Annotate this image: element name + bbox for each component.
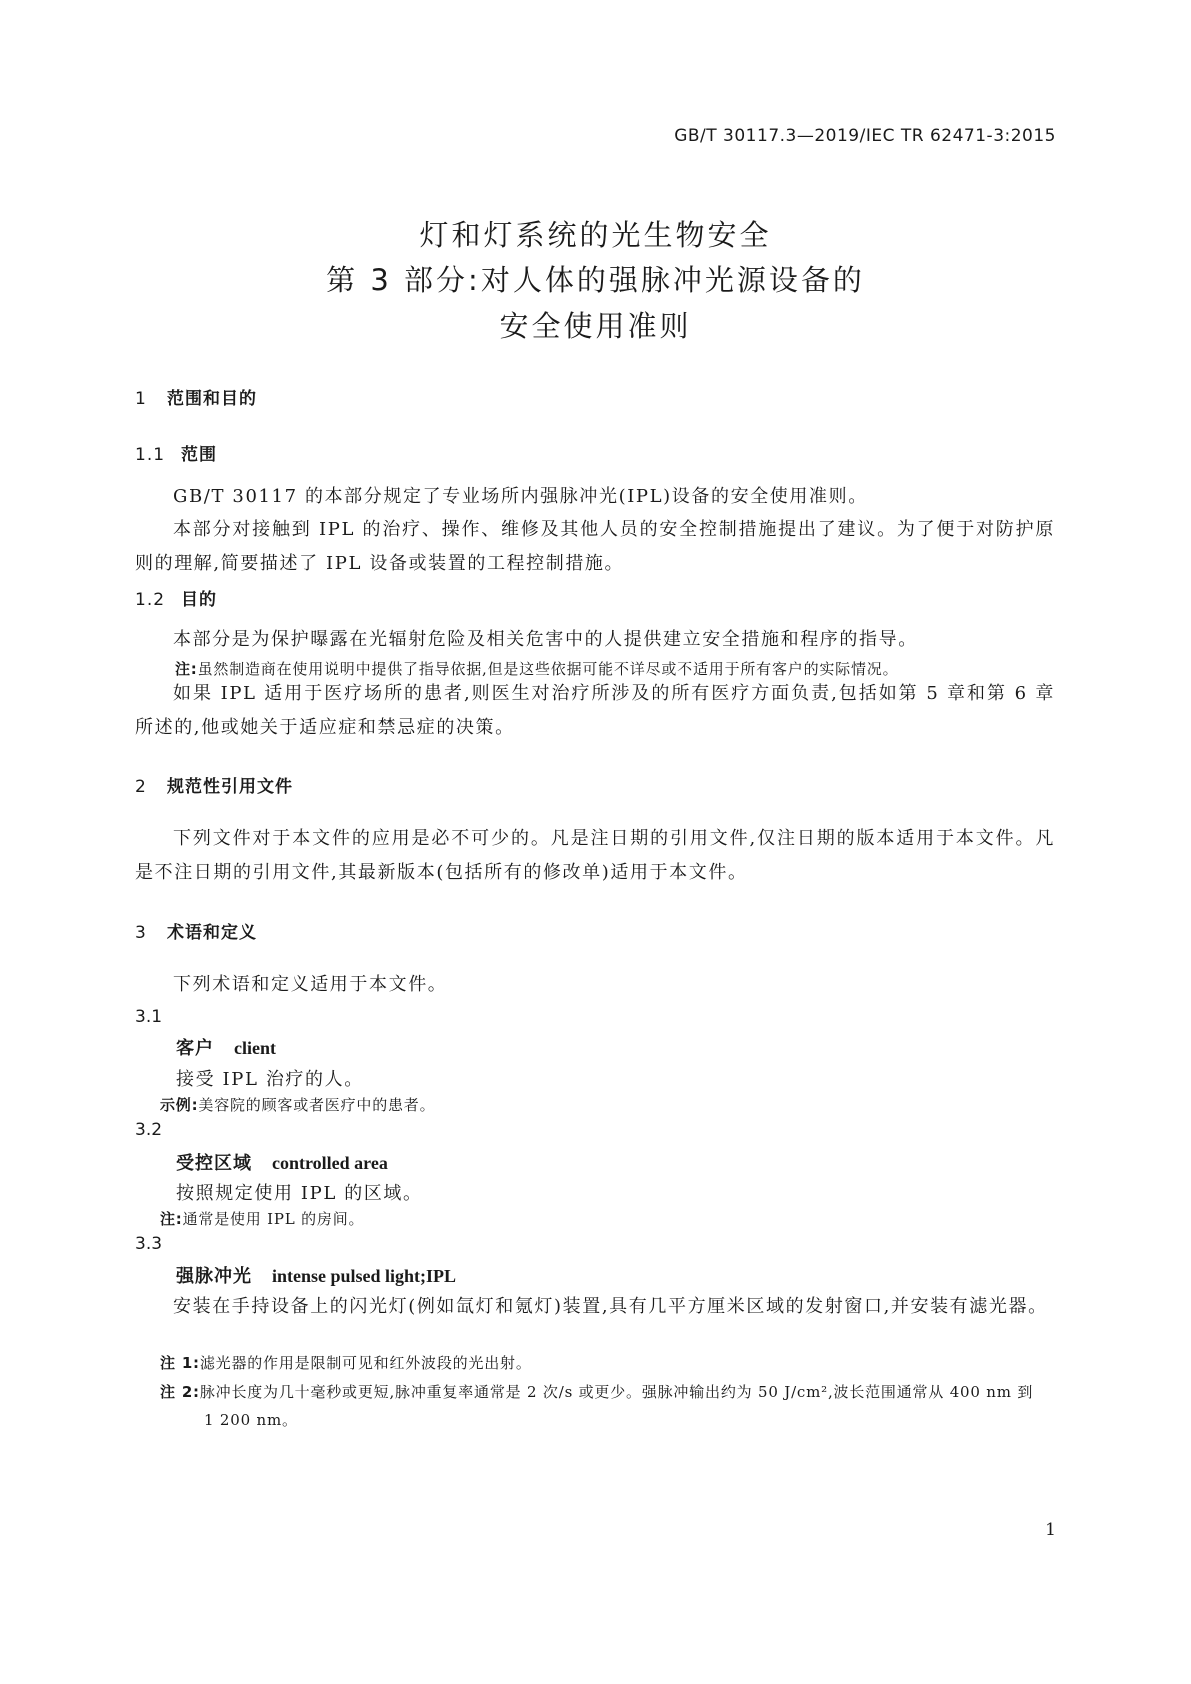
term-zh: 强脉冲光 <box>176 1266 252 1287</box>
section-title: 目的 <box>181 590 217 610</box>
note-label: 注: <box>175 660 198 678</box>
term-client <box>176 1034 276 1060</box>
title-line-2: 第 3 部分:对人体的强脉冲光源设备的 <box>326 263 865 297</box>
section-title: 规范性引用文件 <box>167 777 293 797</box>
page-number: 1 <box>1045 1520 1056 1540</box>
note-label: 注 2: <box>160 1383 200 1401</box>
term-en: controlled area <box>272 1153 388 1173</box>
term-number: 3.3 <box>135 1234 163 1254</box>
term-zh: 客户 <box>176 1038 214 1059</box>
term-definition: 安装在手持设备上的闪光灯(例如氙灯和氪灯)装置,具有几平方厘米区域的发射窗口,并安装有滤光器。 <box>173 1296 1048 1317</box>
term-definition: 按照规定使用 IPL 的区域。 <box>176 1183 423 1204</box>
section-number: 2 <box>135 777 147 797</box>
note-text: 虽然制造商在使用说明中提供了指导依据,但是这些依据可能不详尽或不适用于所有客户的实际情况。 <box>197 660 899 678</box>
note-text: 通常是使用 IPL 的房间。 <box>182 1210 365 1228</box>
title-line-1: 灯和灯系统的光生物安全 <box>419 218 772 252</box>
section-number: 1 <box>135 389 147 409</box>
note-ipl-2 <box>160 1378 1040 1434</box>
term-controlled-area <box>176 1149 388 1175</box>
example-text: 美容院的顾客或者医疗中的患者。 <box>198 1096 436 1114</box>
term-zh: 受控区域 <box>176 1153 252 1174</box>
term-number: 3.2 <box>135 1120 163 1140</box>
section-number: 1.2 <box>135 590 166 610</box>
section-title: 范围 <box>181 445 217 465</box>
paragraph-normative-refs: 下列文件对于本文件的应用是必不可少的。凡是注日期的引用文件,仅注日期的版本适用于本文件。凡是不注日期的引用文件,其最新版本(包括所有的修改单)适用于本文件。 <box>135 828 1055 883</box>
paragraph-purpose-2: 如果 IPL 适用于医疗场所的患者,则医生对治疗所涉及的所有医疗方面负责,包括如第 5 章和第 6 章所述的,他或她关于适应症和禁忌症的决策。 <box>135 683 1055 738</box>
section-number: 3 <box>135 923 147 943</box>
note-text: 滤光器的作用是限制可见和红外波段的光出射。 <box>199 1354 532 1372</box>
section-number: 1.1 <box>135 445 166 465</box>
note-text: 脉冲长度为几十毫秒或更短,脉冲重复率通常是 2 次/s 或更少。强脉冲输出约为 50 J/cm²,波长范围通常从 400 nm 到 1 200 nm。 <box>199 1383 1034 1429</box>
example-label: 示例: <box>160 1096 199 1114</box>
section-1-1-heading <box>135 440 217 465</box>
term-ipl <box>176 1262 456 1288</box>
example-client <box>160 1091 1040 1119</box>
term-en: client <box>234 1038 276 1058</box>
section-title: 范围和目的 <box>167 389 257 409</box>
section-1-heading <box>135 384 257 409</box>
section-3-heading <box>135 918 257 943</box>
title-line-3: 安全使用准则 <box>499 309 692 343</box>
note-label: 注: <box>160 1210 183 1228</box>
section-2-heading <box>135 772 293 797</box>
section-title: 术语和定义 <box>167 923 257 943</box>
paragraph-purpose-1: 本部分是为保护曝露在光辐射危险及相关危害中的人提供建立安全措施和程序的指导。 <box>173 629 918 650</box>
paragraph-terms-intro: 下列术语和定义适用于本文件。 <box>173 974 448 995</box>
note-controlled-area <box>160 1205 1040 1233</box>
standard-code-header: GB/T 30117.3—2019/IEC TR 62471-3:2015 <box>674 126 1056 146</box>
term-number: 3.1 <box>135 1007 163 1027</box>
paragraph-scope-2: 本部分对接触到 IPL 的治疗、操作、维修及其他人员的安全控制措施提出了建议。为了便于对防护原则的理解,简要描述了 IPL 设备或装置的工程控制措施。 <box>135 519 1055 574</box>
term-definition: 接受 IPL 治疗的人。 <box>176 1069 364 1090</box>
term-en: intense pulsed light;IPL <box>272 1266 457 1286</box>
note-ipl-1 <box>160 1349 1040 1377</box>
note-label: 注 1: <box>160 1354 200 1372</box>
section-1-2-heading <box>135 585 217 610</box>
paragraph-scope-1: GB/T 30117 的本部分规定了专业场所内强脉冲光(IPL)设备的安全使用准则。 <box>173 486 868 507</box>
